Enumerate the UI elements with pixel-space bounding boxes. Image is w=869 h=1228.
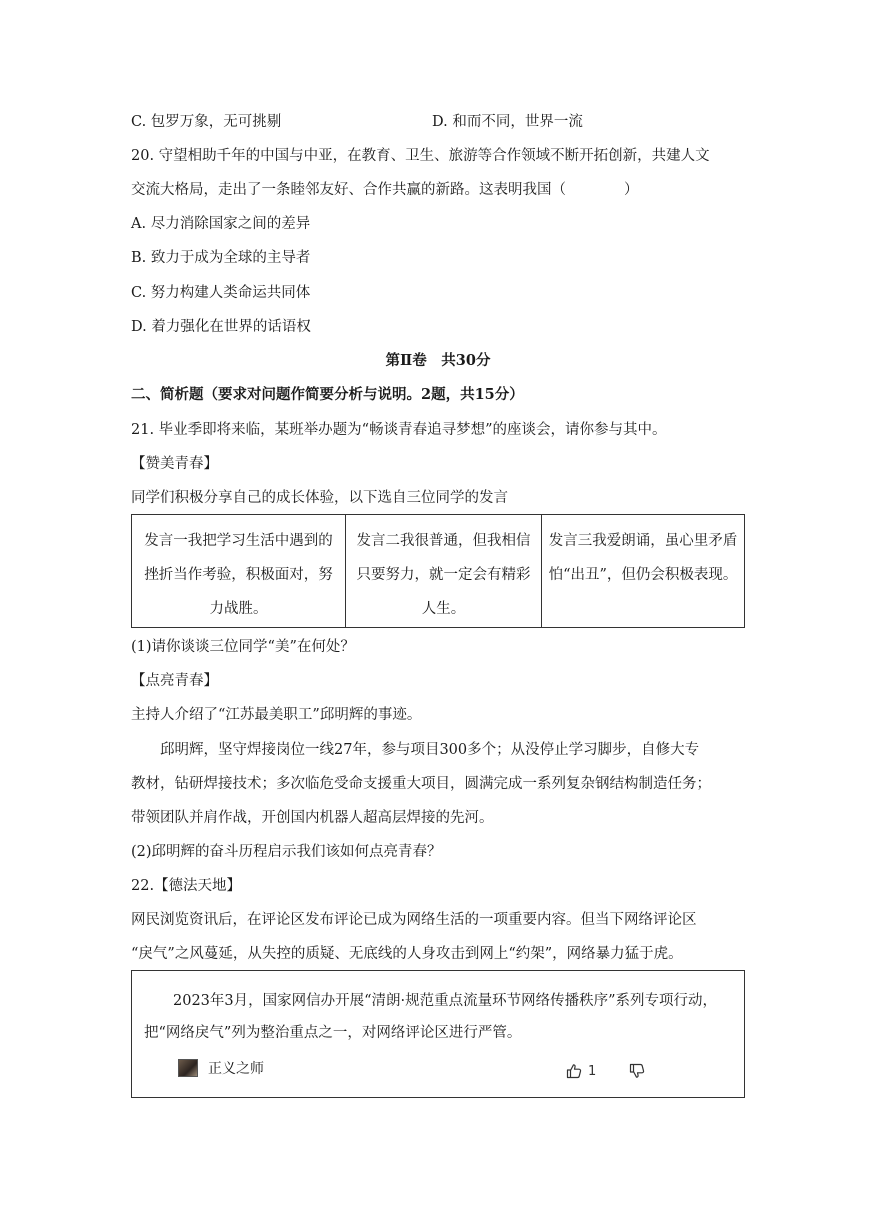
speech-table [131, 514, 745, 628]
q22-line-1: 网民浏览资讯后，在评论区发布评论已成为网络生活的一项重要内容。但当下网络评论区 [131, 912, 697, 928]
q20-option-b: B. 致力于成为全球的主导者 [131, 250, 311, 266]
q22-line-2: “戾气”之风蔓延，从失控的质疑、无底线的人身攻击到网上“约架”，网络暴力猛于虎。 [131, 946, 683, 962]
speech-cell-2: 发言二我很普通，但我相信只要努力，就一定会有精彩人生。 [346, 515, 542, 627]
q20-option-a: A. 尽力消除国家之间的差异 [131, 216, 311, 232]
section2-title: 二、简析题（要求对问题作简要分析与说明。2题，共15分） [131, 386, 524, 403]
part2-title: 第Ⅱ卷 共30分 [385, 352, 491, 369]
story-line-3: 带领团队并肩作战，开创国内机器人超高层焊接的先河。 [131, 810, 494, 826]
dislike-button[interactable] [629, 1063, 645, 1083]
like-button[interactable] [566, 1063, 596, 1079]
q21-host-intro: 主持人介绍了“江苏最美职工”邱明辉的事迹。 [131, 707, 422, 723]
q21-question-2: (2)邱明辉的奋斗历程启示我们该如何点亮青春？ [131, 844, 442, 860]
thumbs-down-icon [629, 1063, 645, 1079]
q20-option-c: C. 努力构建人类命运共同体 [131, 285, 311, 301]
q21-table-intro: 同学们积极分享自己的成长体验，以下选自三位同学的发言 [131, 490, 508, 506]
q19-option-d: D. 和而不同，世界一流 [432, 114, 583, 130]
like-count: 1 [588, 1063, 597, 1079]
q21-intro: 21. 毕业季即将来临，某班举办题为“畅谈青春追寻梦想”的座谈会，请你参与其中。 [131, 422, 667, 438]
q22-heading: 22.【德法天地】 [131, 878, 242, 894]
q19-option-c: C. 包罗万象，无可挑剔 [131, 114, 282, 130]
q21-question-1: (1)请你谈谈三位同学“美”在何处？ [131, 639, 355, 655]
q20-stem-line2: 交流大格局，走出了一条睦邻友好、合作共赢的新路。这表明我国（ ） [131, 182, 639, 198]
comment-box [131, 970, 745, 1098]
story-line-1: 邱明辉，坚守焊接岗位一线27年，参与项目300多个；从没停止学习脚步，自修大专 [160, 742, 700, 758]
comment-text: 2023年3月，国家网信办开展“清朗·规范重点流量环节网络传播秩序”系列专项行动，把“网络戾气”列为整治重点之一，对网络评论区进行严管。 [144, 993, 718, 1041]
q21-heading-praise: 【赞美青春】 [131, 456, 218, 472]
speech-cell-1: 发言一我把学习生活中遇到的挫折当作考验，积极面对，努力战胜。 [132, 515, 346, 627]
q20-stem-line1: 20. 守望相助千年的中国与中亚，在教育、卫生、旅游等合作领域不断开拓创新，共建人文 [131, 148, 710, 164]
story-line-2: 教材，钻研焊接技术；多次临危受命支援重大项目，圆满完成一系列复杂钢结构制造任务； [131, 776, 711, 792]
avatar [178, 1059, 198, 1077]
comment-author: 正义之师 [208, 1061, 264, 1077]
thumbs-up-icon [566, 1063, 582, 1079]
speech-cell-3: 发言三我爱朗诵，虽心里矛盾怕“出丑”，但仍会积极表现。 [548, 533, 738, 583]
q21-heading-light: 【点亮青春】 [131, 673, 218, 689]
q20-option-d: D. 着力强化在世界的话语权 [131, 319, 311, 335]
